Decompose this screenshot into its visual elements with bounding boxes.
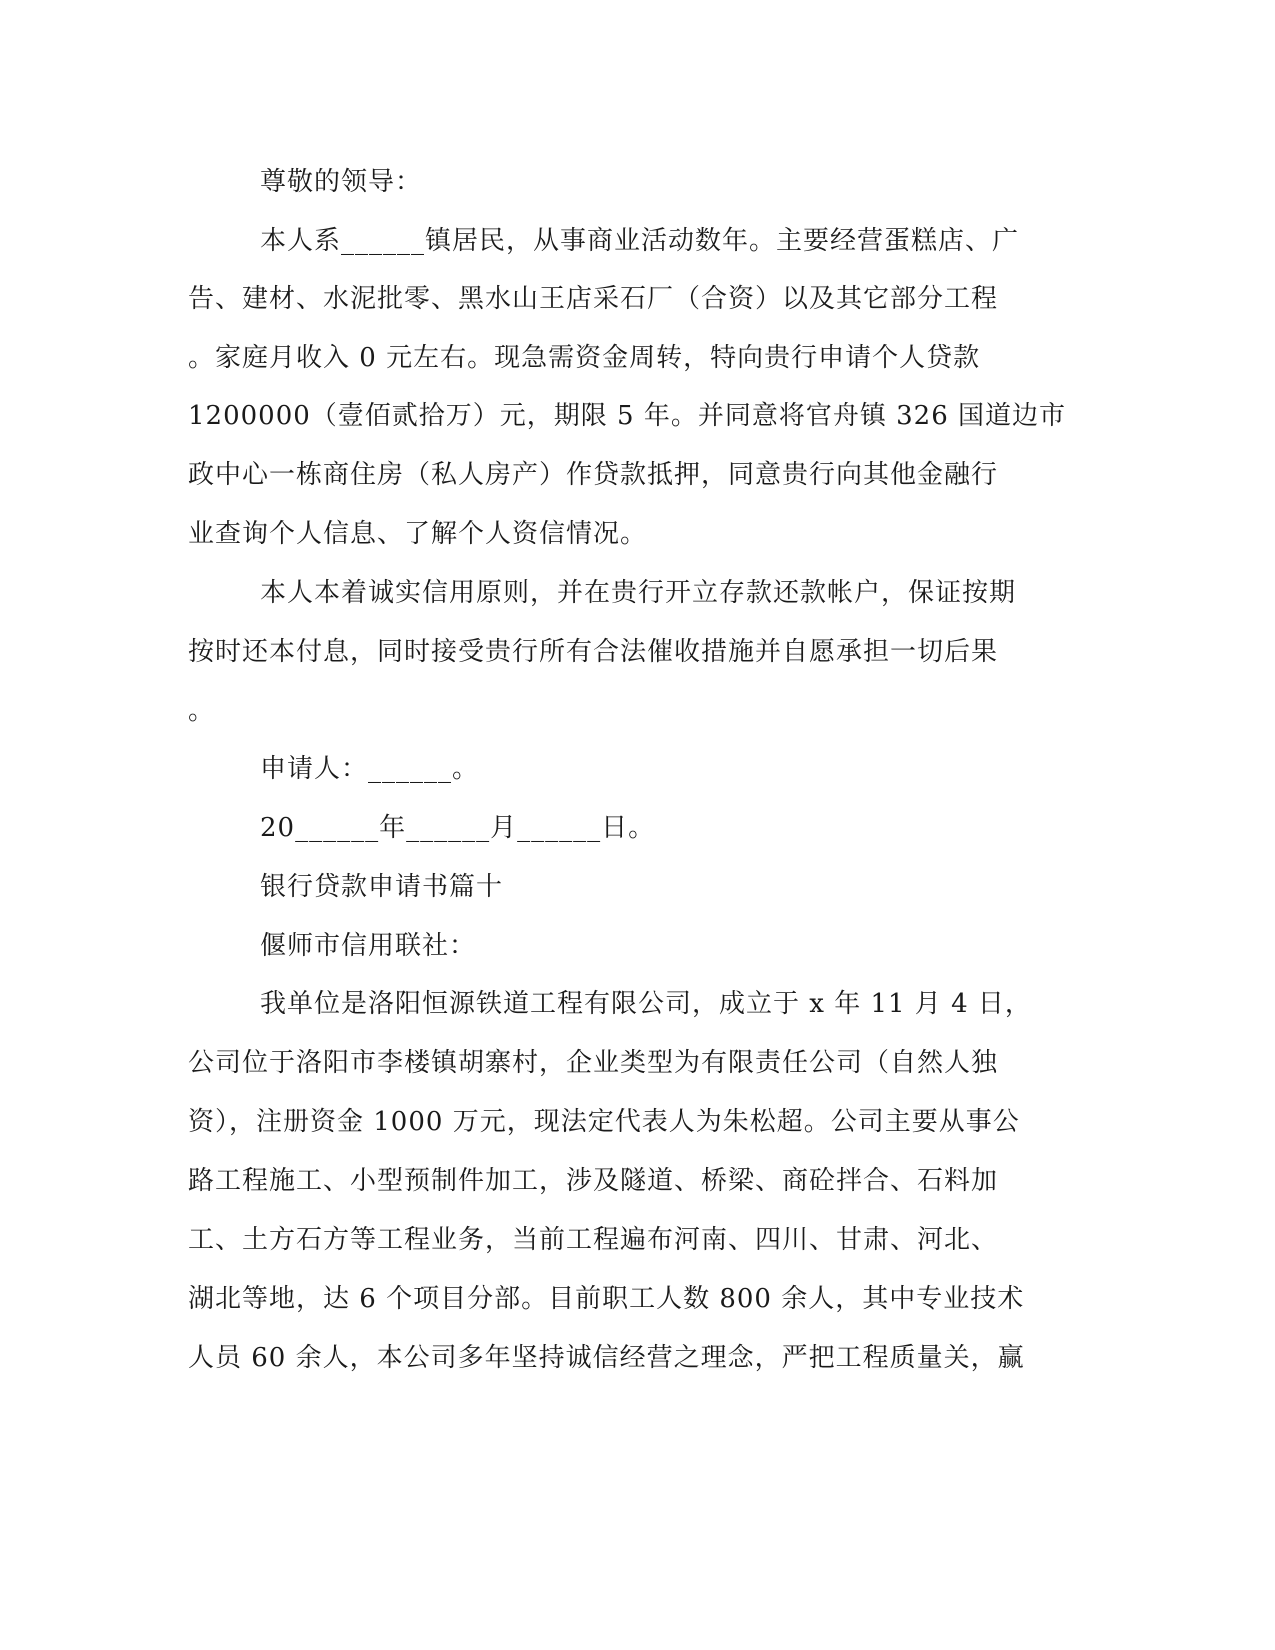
applicant-line: 申请人：______。 [260,754,480,784]
paragraph-line: 业查询个人信息、了解个人资信情况。 [188,519,648,549]
paragraph-line: 。家庭月收入 0 元左右。现急需资金周转，特向贵行申请个人贷款 [188,343,981,373]
paragraph-line: 告、建材、水泥批零、黑水山王店采石厂（合资）以及其它部分工程 [188,284,999,314]
paragraph-line: 本人系______镇居民，从事商业活动数年。主要经营蛋糕店、广 [260,226,1020,256]
paragraph-line: 政中心一栋商住房（私人房产）作贷款抵押，同意贵行向其他金融行 [188,460,999,490]
date-line: 20______年______月______日。 [260,813,656,843]
paragraph-line: 1200000（壹佰贰拾万）元，期限 5 年。并同意将官舟镇 326 国道边市 [188,401,1067,431]
paragraph-line: 按时还本付息，同时接受贵行所有合法催收措施并自愿承担一切后果 [188,637,999,667]
salutation: 偃师市信用联社： [260,931,477,961]
paragraph-line: 资），注册资金 1000 万元，现法定代表人为朱松超。公司主要从事公 [188,1107,1020,1137]
paragraph-line: 我单位是洛阳恒源铁道工程有限公司，成立于 x 年 11 月 4 日， [260,989,1032,1019]
paragraph-line: 本人本着诚实信用原则，并在贵行开立存款还款帐户，保证按期 [260,578,1017,608]
section-title: 银行贷款申请书篇十 [260,872,504,902]
paragraph-line: 路工程施工、小型预制件加工，涉及隧道、桥梁、商砼拌合、石料加 [188,1166,999,1196]
paragraph-line: 湖北等地，达 6 个项目分部。目前职工人数 800 余人，其中专业技术 [188,1284,1025,1314]
paragraph-line: 。 [188,696,216,726]
paragraph-line: 工、土方石方等工程业务，当前工程遍布河南、四川、甘肃、河北、 [188,1225,999,1255]
paragraph-line: 人员 60 余人，本公司多年坚持诚信经营之理念，严把工程质量关，赢 [188,1343,1025,1373]
paragraph-line: 公司位于洛阳市李楼镇胡寨村，企业类型为有限责任公司（自然人独 [188,1048,999,1078]
salutation: 尊敬的领导： [260,167,423,197]
